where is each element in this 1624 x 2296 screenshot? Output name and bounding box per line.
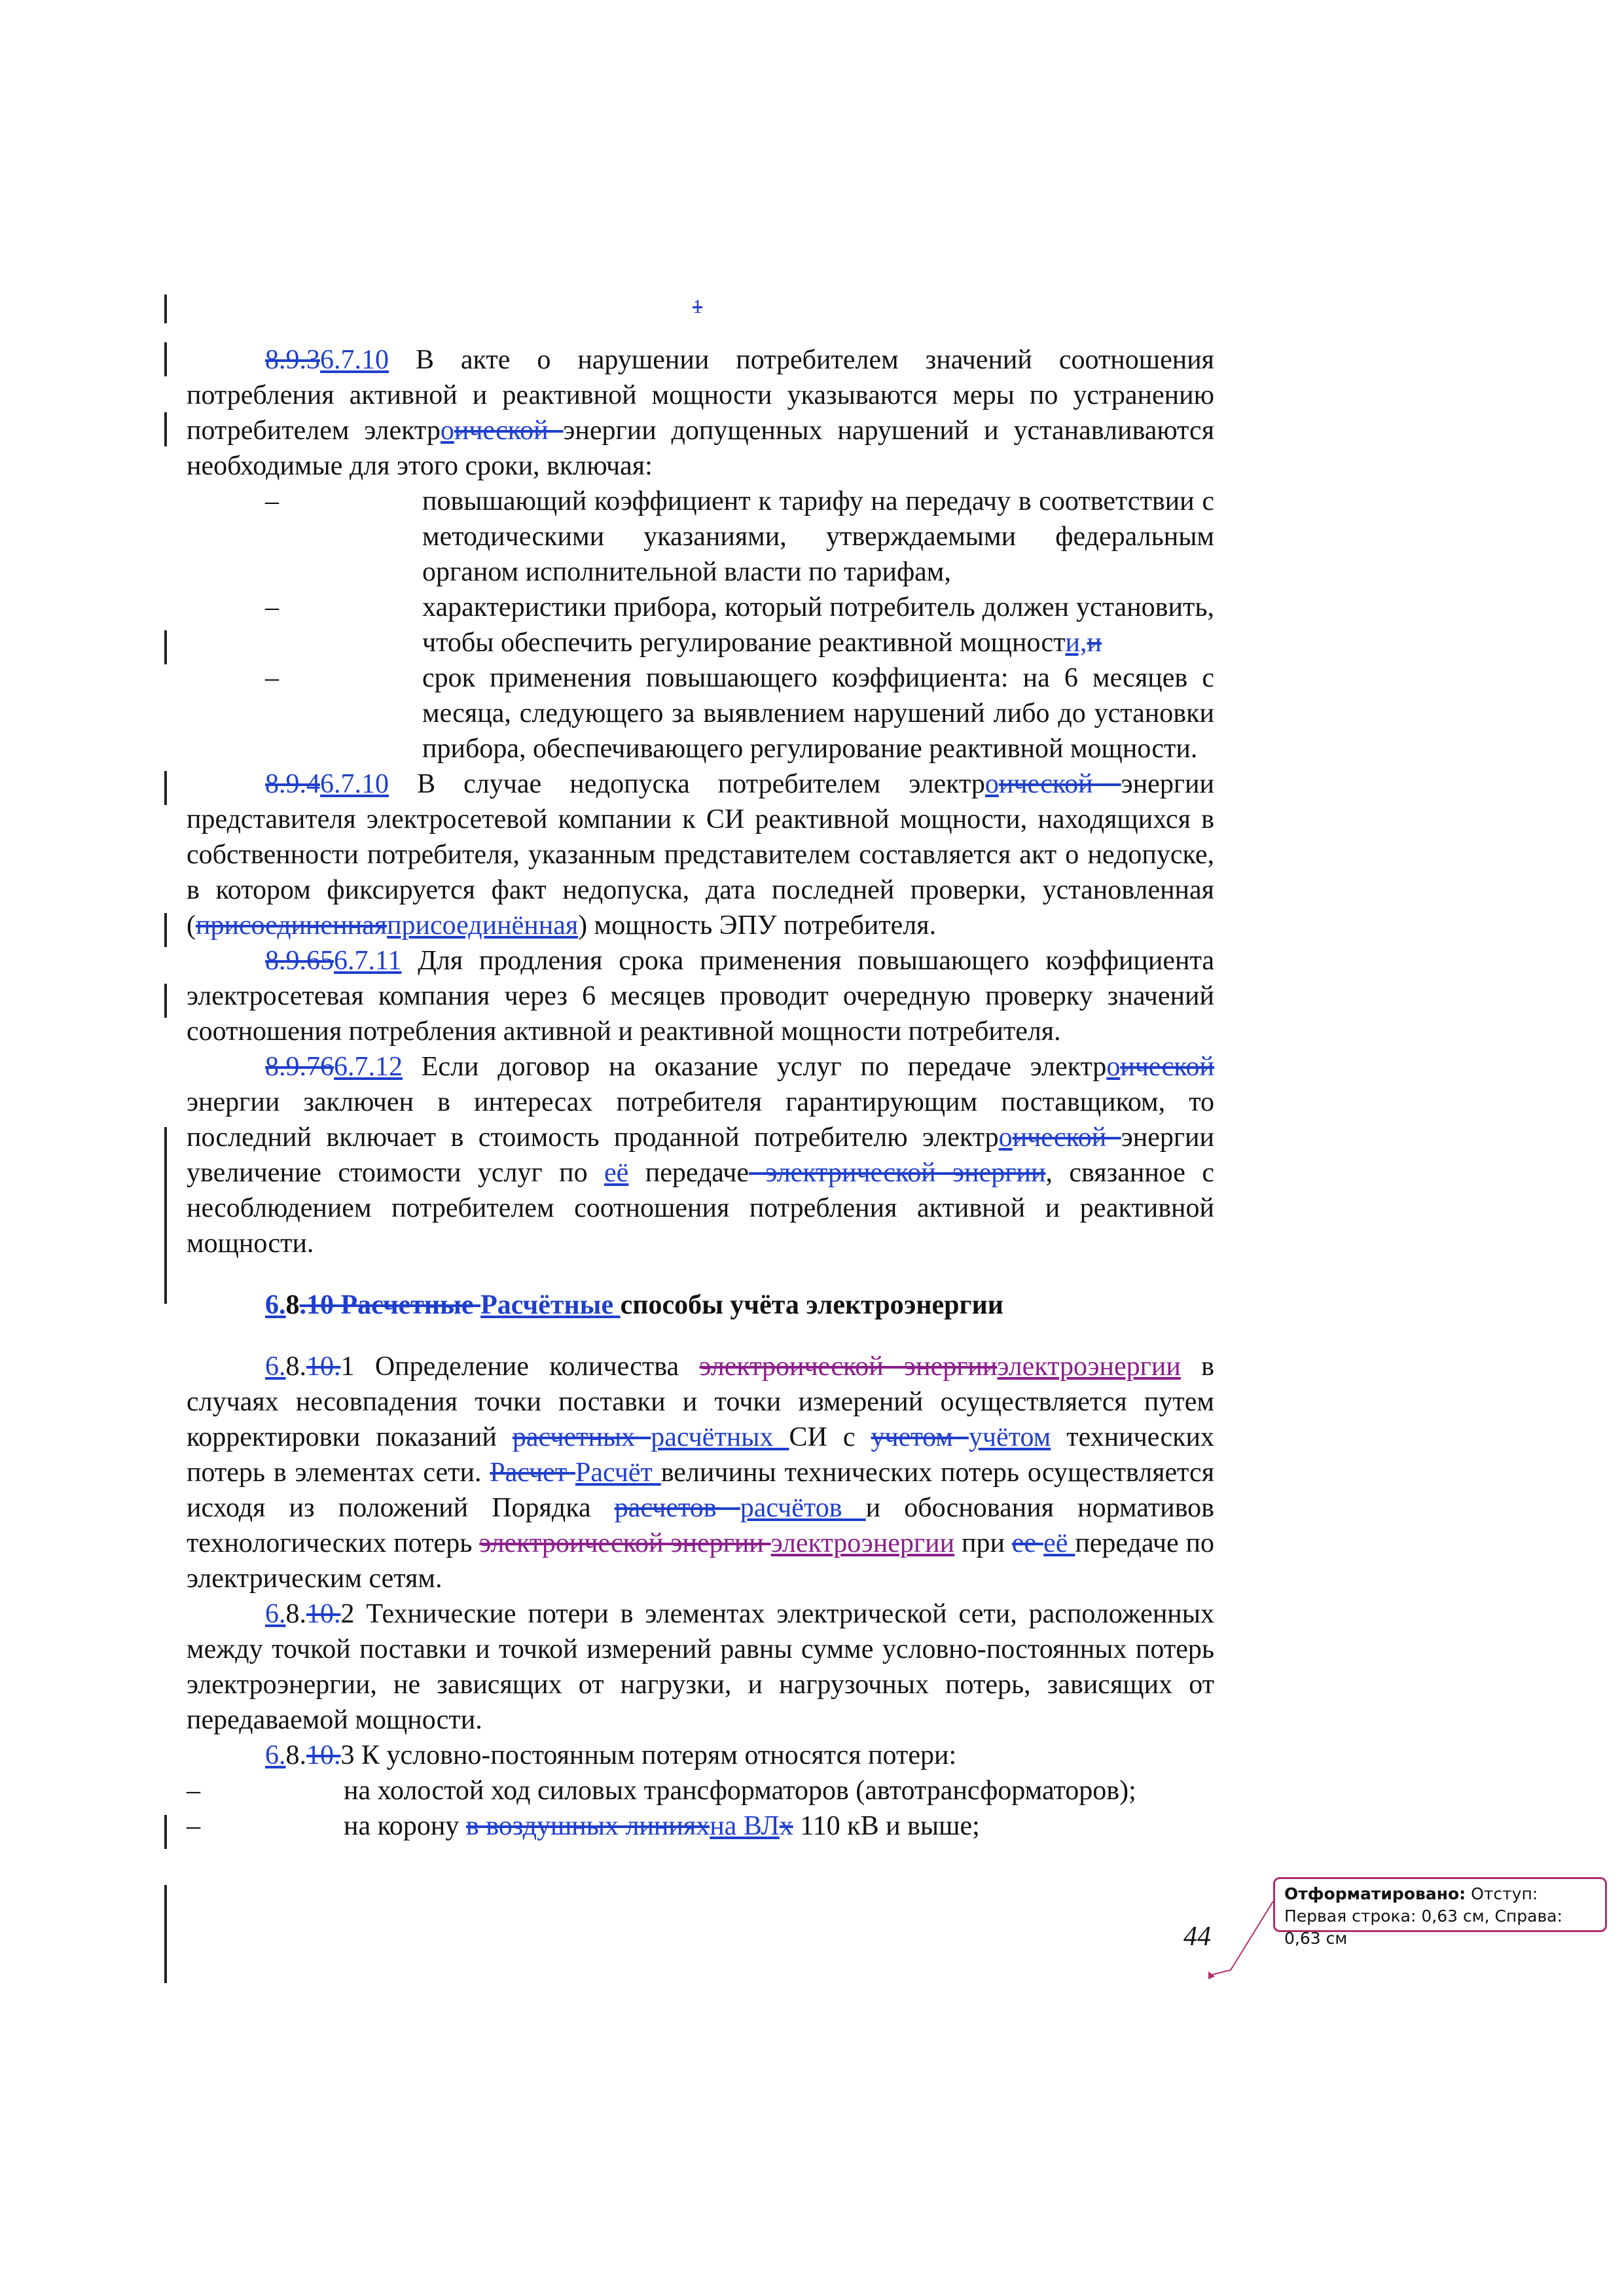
inserted-text[interactable]: электроэнергии [770, 1528, 955, 1558]
paragraph-text: энергии увеличение стоимости услуг по [187, 1122, 1215, 1188]
list-item-text: срок применения повышающего коэффициента: на 6 месяцев с месяца, следующего за выявлением нарушений либо до установки прибора, обеспечивающего регулирование реактивной мощности. [422, 663, 1214, 764]
inserted-text[interactable]: присоединённая [387, 910, 579, 941]
deleted-number[interactable]: 10. [306, 1740, 341, 1770]
deleted-text[interactable]: ической [1012, 1122, 1121, 1153]
dash-marker: – [187, 1811, 200, 1841]
inserted-number[interactable]: 6. [265, 1352, 286, 1382]
deleted-text[interactable]: электроической энергии [479, 1528, 771, 1558]
paragraph-text: , связанное с несоблюдением потребителем соотношения потребления активной и реактивной мощности. [187, 1158, 1215, 1259]
inserted-text[interactable]: расчётов [740, 1493, 866, 1523]
paragraph-text: энергии представителя электросетевой компании к СИ реактивной мощности, находящихся в собственности потребителя, указанным представителем составляется акт о недопуске, в котором фиксируется факт недопуска, дата последней проверки, установленная ( [187, 769, 1214, 941]
inserted-number[interactable]: 6.7.10 [320, 769, 389, 799]
paragraph-text: ) мощность ЭПУ потребителя. [578, 910, 937, 941]
inserted-text[interactable]: о [440, 416, 454, 446]
inserted-text[interactable]: Расчёт [575, 1458, 661, 1488]
dash-marker: – [187, 1776, 200, 1806]
deleted-number[interactable]: 8.9.3 [265, 345, 320, 375]
inserted-text[interactable]: Расчётные [480, 1290, 621, 1320]
deleted-text[interactable]: Расчет [490, 1458, 575, 1488]
inserted-number[interactable]: 6. [265, 1290, 286, 1320]
paragraph-text: при [954, 1528, 1012, 1558]
inserted-text[interactable]: на ВЛ [710, 1811, 780, 1841]
inserted-text[interactable]: электроэнергии [997, 1352, 1181, 1382]
paragraph-text: К условно-постоянным потерям относятся потери: [354, 1740, 957, 1770]
dash-marker: – [265, 486, 279, 516]
deleted-text[interactable]: в воздушных линиях [465, 1811, 710, 1841]
paragraph-text: В акте о нарушении потребителем значений соотношения потребления активной и реактивной мощности указываются меры по устранению потребителем электр [187, 345, 1214, 446]
paragraph-text: Технические потери в элементах электрической сети, расположенных между точкой поставки и точкой измерений равны сумме условно-постоянных потерь электроэнергии, не зависящих от нагрузки, и нагрузочных потерь, зависящих от передаваемой мощности. [187, 1599, 1214, 1735]
inserted-number[interactable]: 6. [265, 1740, 286, 1770]
paragraph-text: энергии допущенных нарушений и устанавливаются необходимые для этого сроки, включая: [187, 416, 1215, 481]
list-item-text: характеристики прибора, который потребитель должен установить, чтобы обеспечить регулирование реактивной мощност [422, 592, 1214, 658]
inserted-text[interactable]: о [998, 1122, 1013, 1153]
deleted-text[interactable]: ее [1011, 1528, 1044, 1558]
paragraph-text: энергии заключен в интересах потребителя гарантирующим поставщиком, то последний включает в стоимость проданной потребителю электр [187, 1087, 1214, 1153]
balloon-title: Отформатировано: [1284, 1884, 1466, 1903]
paragraph-number: 8. [285, 1599, 306, 1629]
inserted-text[interactable]: и, [1065, 628, 1087, 658]
heading-number: 8 [285, 1290, 300, 1320]
deleted-text[interactable]: учетом [871, 1422, 969, 1452]
header-mark: 1 [693, 296, 702, 317]
deleted-number[interactable]: 8.9.65 [265, 946, 334, 976]
paragraph-text: величины технических потерь осуществляется исходя из положений Порядка [187, 1458, 1215, 1523]
list-item-text: повышающий коэффициент к тарифу на передачу в соответствии с методическими указаниями, утверждаемыми федеральным органом исполнительной власти по тарифам, [422, 486, 1214, 587]
inserted-text[interactable]: учётом [968, 1422, 1051, 1452]
dash-marker: – [265, 663, 279, 693]
list-item-text: на корону [344, 1811, 466, 1841]
deleted-number[interactable]: 8.9.76 [265, 1052, 334, 1082]
page-number: 44 [1183, 1922, 1211, 1952]
inserted-number[interactable]: 6.7.10 [320, 345, 389, 375]
inserted-text[interactable]: о [984, 769, 999, 799]
deleted-text[interactable]: электрической энергии [749, 1158, 1046, 1188]
paragraph-text: передаче [628, 1158, 749, 1188]
deleted-number[interactable]: 8.9.4 [265, 769, 320, 799]
list-item-text: 110 кВ и выше; [793, 1811, 980, 1841]
deleted-text[interactable]: расчетов [614, 1493, 740, 1523]
balloon-text: Отступ: Первая строка: 0,63 см, Справа: 0,63 см [1284, 1884, 1562, 1948]
inserted-text[interactable]: о [1106, 1052, 1121, 1082]
paragraph-number: 8. [285, 1740, 306, 1770]
paragraph-text: и обоснования нормативов технологических потерь [187, 1493, 1214, 1558]
format-change-balloon[interactable] [1273, 1877, 1607, 1948]
deleted-text[interactable]: ической [998, 769, 1121, 799]
heading-text: способы учёта электроэнергии [620, 1290, 1003, 1320]
paragraph-text: передаче по электрическим сетям. [187, 1528, 1215, 1594]
inserted-text[interactable]: её [604, 1158, 629, 1188]
deleted-number[interactable]: 10. [306, 1352, 341, 1382]
inserted-text[interactable]: расчётных [651, 1422, 789, 1452]
deleted-text[interactable]: ической [1120, 1052, 1214, 1082]
paragraph-text: Если договор на оказание услуг по передаче электр [403, 1052, 1107, 1082]
deleted-text[interactable]: присоединенная [196, 910, 388, 941]
paragraph-text: в случаях несовпадения точки поставки и точки измерений осуществляется путем корректировки показаний [187, 1352, 1214, 1452]
deleted-text[interactable]: расчетных [512, 1422, 651, 1452]
dash-marker: – [265, 592, 279, 622]
inserted-number[interactable]: 6.7.11 [334, 946, 402, 976]
paragraph-text: технических потерь в элементах сети. [187, 1422, 1214, 1488]
paragraph-number: 2 [340, 1599, 355, 1629]
deleted-text[interactable]: ической [454, 416, 564, 446]
inserted-number[interactable]: 6. [265, 1599, 286, 1629]
inserted-text[interactable]: её [1043, 1528, 1075, 1558]
paragraph-text: Определение количества [354, 1352, 700, 1382]
paragraph-text: Для продления срока применения повышающего коэффициента электросетевая компания через 6 месяцев проводит очередную проверку значений соотношения потребления активной и реактивной мощности потребителя. [187, 946, 1214, 1047]
paragraph-text: В случае недопуска потребителем электр [389, 769, 985, 799]
deleted-text[interactable]: Расчетные [334, 1290, 481, 1320]
list-item-text: на холостой ход силовых трансформаторов (автотрансформаторов); [344, 1776, 1136, 1806]
deleted-number[interactable]: .10 [299, 1290, 334, 1320]
deleted-text[interactable]: х [779, 1811, 793, 1841]
paragraph-number: 3 [340, 1740, 355, 1770]
paragraph-text: СИ с [789, 1422, 871, 1452]
paragraph-number: 8. [285, 1352, 306, 1382]
deleted-number[interactable]: 10. [306, 1599, 341, 1629]
deleted-text[interactable]: электроической энергии [699, 1352, 998, 1382]
paragraph-number: 1 [340, 1352, 355, 1382]
inserted-number[interactable]: 6.7.12 [334, 1052, 403, 1082]
deleted-text[interactable]: и [1087, 628, 1102, 658]
